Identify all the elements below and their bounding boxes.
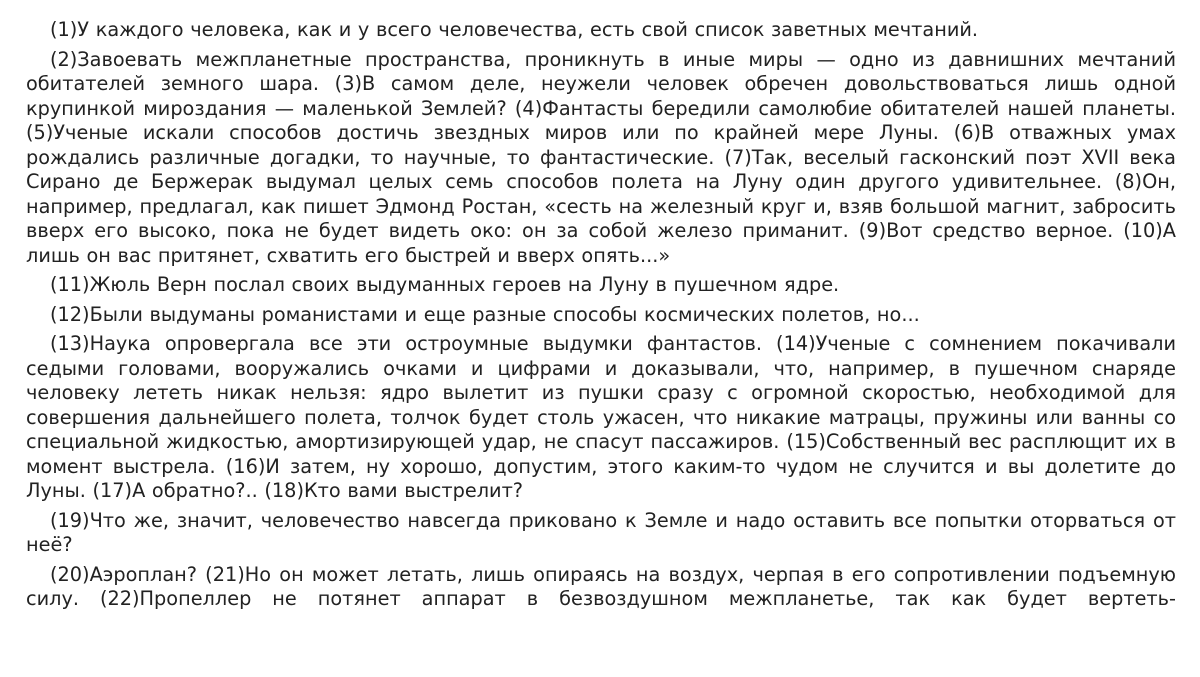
paragraph-3: (11)Жюль Верн послал своих выдуманных героев на Луну в пушечном ядре. [50,273,840,296]
paragraph-1: (1)У каждого человека, как и у всего человечества, есть свой список заветных мечтаний. [50,18,979,41]
paragraph-7: (20)Аэроплан? (21)Но он может летать, лишь опираясь на воздух, черпая в его сопротивлении подъемную силу. (22)Пропеллер не потянет аппарат в безвоздушном межпланетье, так как будет вертеть- [26,562,1176,610]
paragraph-6: (19)Что же, значит, человечество навсегда приковано к Земле и надо оставить все попытки оторваться от неё? [26,508,1176,556]
paragraph-4: (12)Были выдуманы романистами и еще разные способы космических полетов, но... [50,302,920,326]
paragraph-2: (2)Завоевать межпланетные пространства, проникнуть в иные миры — одно из давнишних мечтаний обитателей земного шара. (3)В самом деле, неужели человек обречен довольствоваться лишь одной крупинкой мироздания — маленькой Землей? (4)Фантасты бередили самолюбие обитателей нашей планеты. (5)Ученые искали способов достичь звездных миров или по крайней мере Луны. (6)В отважных умах рождались различные догадки, то научные, то фантастические. (7)Так, веселый гасконский поэт XVII века Сирано де Бержерак выдумал целых семь способов полета на Луну один другого удивительнее. (8)Он, например, предлагал, как пишет Эдмонд Ростан, «сесть на железный круг и, взяв большой магнит, забросить вверх его высоко, пока не будет видеть око: он за собой железо приманит. (9)Вот средство верное. (10)А лишь он вас притянет, схватить его быстрей и вверх опять...» [26,47,1176,267]
paragraph-5: (13)Наука опровергала все эти остроумные выдумки фантастов. (14)Ученые с сомнением покачивали седыми головами, вооружались очками и цифрами и доказывали, что, например, в пушечном снаряде человеку лететь никак нельзя: ядро вылетит из пушки сразу с огромной скоростью, необходимой для совершения дальнейшего полета, толчок будет столь ужасен, что никакие матрацы, пружины или ванны со специальной жидкостью, амортизирующей удар, не спасут пассажиров. (15)Собственный вес расплющит их в момент выстрела. (16)И затем, ну хорошо, допустим, этого каким-то чудом не случится и вы долетите до Луны. (17)А обратно?.. (18)Кто вами выстрелит? [26,332,1176,502]
